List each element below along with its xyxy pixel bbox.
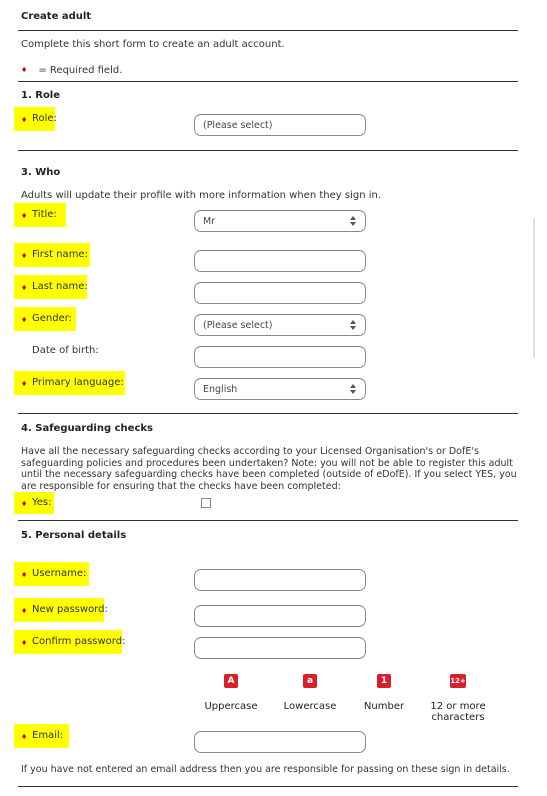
title-select[interactable]: [194, 210, 366, 232]
email-note: If you have not entered an email address then you are responsible for passing on these sign in details.: [21, 764, 510, 775]
required-icon: ♦: [21, 116, 28, 124]
divider: [18, 81, 518, 82]
new-password-input[interactable]: [194, 605, 366, 627]
uppercase-icon: A: [224, 674, 238, 688]
gender-select[interactable]: [194, 314, 366, 336]
required-icon: ♦: [21, 733, 28, 741]
gender-select-value: (Please select): [203, 320, 273, 331]
lowercase-icon: a: [303, 674, 317, 688]
form-title: Create adult: [21, 11, 92, 22]
last-name-input[interactable]: [194, 282, 366, 304]
dob-label: Date of birth:: [32, 345, 99, 356]
required-icon: ♦: [21, 571, 28, 579]
length-rule-label: 12 or more characters: [430, 701, 486, 723]
required-icon: ♦: [21, 607, 28, 615]
form-intro: Complete this short form to create an adult account.: [21, 39, 285, 50]
number-icon: 1: [377, 674, 391, 688]
select-arrows-icon: [349, 383, 357, 395]
first-name-label: First name:: [32, 249, 88, 260]
section-heading-safeguarding: 4. Safeguarding checks: [21, 423, 153, 434]
number-rule-label: Number: [363, 701, 405, 712]
title-select-value: Mr: [203, 216, 216, 227]
required-icon: ♦: [21, 66, 28, 74]
email-label: Email:: [32, 730, 64, 741]
required-icon: ♦: [21, 500, 28, 508]
divider: [18, 150, 518, 151]
select-arrows-icon: [349, 319, 357, 331]
uppercase-rule-label: Uppercase: [204, 701, 258, 712]
required-icon: ♦: [21, 380, 28, 388]
select-arrows-icon: [349, 215, 357, 227]
new-password-label: New password:: [32, 604, 108, 615]
last-name-label: Last name:: [32, 281, 88, 292]
required-icon: ♦: [21, 639, 28, 647]
scrollbar[interactable]: [533, 218, 535, 358]
email-input[interactable]: [194, 731, 366, 753]
username-input[interactable]: [194, 569, 366, 591]
username-label: Username:: [32, 568, 87, 579]
yes-label: Yes:: [32, 497, 52, 508]
lowercase-rule-label: Lowercase: [283, 701, 337, 712]
divider: [18, 30, 518, 31]
safeguarding-yes-checkbox[interactable]: [201, 498, 211, 508]
required-legend: [21, 58, 122, 77]
length-icon: 12+: [450, 674, 466, 688]
first-name-input[interactable]: [194, 250, 366, 272]
required-legend-text: = Required field.: [38, 65, 123, 76]
gender-label: Gender:: [32, 313, 73, 324]
confirm-password-label: Confirm password:: [32, 636, 126, 647]
role-label: Role:: [32, 113, 57, 124]
primary-language-value: English: [203, 384, 238, 395]
dob-input[interactable]: [194, 346, 366, 368]
divider: [18, 413, 518, 414]
who-description: Adults will update their profile with more information when they sign in.: [21, 190, 381, 201]
divider: [18, 520, 518, 521]
role-select[interactable]: [194, 114, 366, 136]
confirm-password-input[interactable]: [194, 637, 366, 659]
title-label: Title:: [32, 209, 57, 220]
divider: [18, 786, 518, 787]
section-heading-personal: 5. Personal details: [21, 530, 127, 541]
role-select-value: (Please select): [203, 120, 273, 131]
primary-language-label: Primary language:: [32, 377, 124, 388]
required-icon: ♦: [21, 252, 28, 260]
required-icon: ♦: [21, 212, 28, 220]
section-heading-role: 1. Role: [21, 90, 61, 101]
primary-language-select[interactable]: [194, 378, 366, 400]
section-heading-who: 3. Who: [21, 167, 61, 178]
required-icon: ♦: [21, 284, 28, 292]
safeguarding-description: Have all the necessary safeguarding checks according to your Licensed Organisation's or DofE's safeguarding policies and procedures been undertaken? Note: you will not be able to register this adult until the necessary safeguarding checks have been completed (outside of eDofE). If you select YES, you are responsible for ensuring that the checks have been completed:: [21, 446, 517, 492]
required-icon: ♦: [21, 316, 28, 324]
